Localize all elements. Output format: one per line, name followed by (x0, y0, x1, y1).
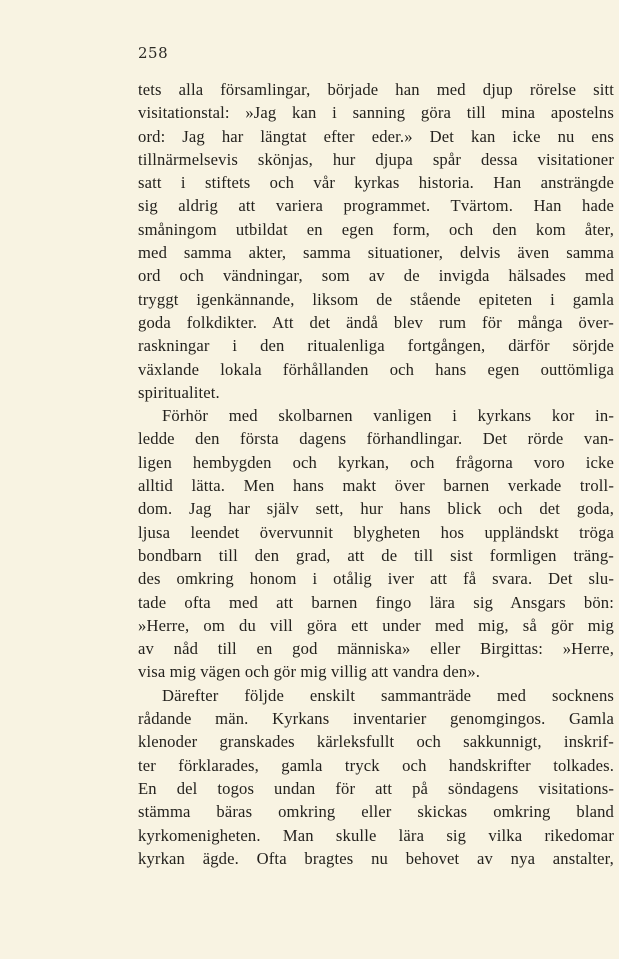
text-line: visa mig vägen och gör mig villig att vandra den». (138, 662, 481, 682)
text-line: des omkring honom i otålig iver att få svara. Det slu- (138, 569, 614, 589)
text-line: ord: Jag har längtat efter eder.» Det kan icke nu ens (138, 126, 614, 146)
text-line: sig aldrig att variera programmet. Tvärtom. Han hade (138, 196, 614, 216)
text-line: rådande män. Kyrkans inventarier genomgingos. Gamla (138, 709, 614, 729)
text-line: tillnärmelsevis skönjas, hur djupa spår dessa visitationer (138, 149, 614, 169)
text-line: tade ofta med att barnen fingo lära sig Ansgars bön: (138, 592, 614, 612)
text-line: satt i stiftets och vår kyrkas historia. Han ansträngde (138, 173, 614, 193)
text-line: kyrkomenigheten. Man skulle lära sig vilka rikedomar (138, 825, 614, 845)
text-line: ter förklarades, gamla tryck och handskrifter tolkades. (138, 755, 614, 775)
text-line: Förhör med skolbarnen vanligen i kyrkans kor in- (162, 406, 614, 426)
text-line: småningom utbildat en egen form, och den kom åter, (138, 219, 614, 239)
text-line: klenoder granskades kärleksfullt och sakkunnigt, inskrif- (138, 732, 614, 752)
text-line: tryggt igenkännande, liksom de stående epiteten i gamla (138, 289, 614, 309)
text-line: av nåd till en god människa» eller Birgittas: »Herre, (138, 639, 614, 659)
body-text (138, 78, 614, 870)
text-line: ljusa leendet övervunnit blygheten hos uppländskt tröga (138, 522, 614, 542)
text-line: »Herre, om du vill göra ett under med mig, så gör mig (138, 615, 614, 635)
text-line: spiritualitet. (138, 382, 220, 402)
text-line: ord och vändningar, som av de invigda hälsades med (138, 266, 614, 286)
text-line: ledde den första dagens förhandlingar. Det rörde van- (138, 429, 614, 449)
text-line: ligen hembygden och kyrkan, och frågorna voro icke (138, 452, 614, 472)
text-line: Därefter följde enskilt sammanträde med socknens (162, 685, 614, 705)
text-line: kyrkan ägde. Ofta bragtes nu behovet av nya anstalter, (138, 848, 614, 868)
text-line: visitationstal: »Jag kan i sanning göra till mina apostelns (138, 103, 614, 123)
text-line: alltid lätta. Men hans makt över barnen verkade troll- (138, 476, 614, 496)
text-line: tets alla församlingar, började han med djup rörelse sitt (138, 80, 614, 99)
text-line: bondbarn till den grad, att de till sist formligen träng- (138, 545, 614, 565)
text-line: raskningar i den ritualenliga fortgången, därför sörjde (138, 336, 614, 356)
text-line: stämma bäras omkring eller skickas omkring bland (138, 802, 614, 822)
text-line: En del togos undan för att på söndagens visitations- (138, 778, 614, 798)
page-number: 258 (138, 44, 169, 62)
text-line: dom. Jag har själv sett, hur hans blick och det goda, (138, 499, 614, 519)
text-line: goda folkdikter. Att det ändå blev rum för många över- (138, 312, 614, 332)
text-line: med samma akter, samma situationer, delvis även samma (138, 243, 614, 263)
text-line: växlande lokala förhållanden och hans egen outtömliga (138, 359, 614, 379)
